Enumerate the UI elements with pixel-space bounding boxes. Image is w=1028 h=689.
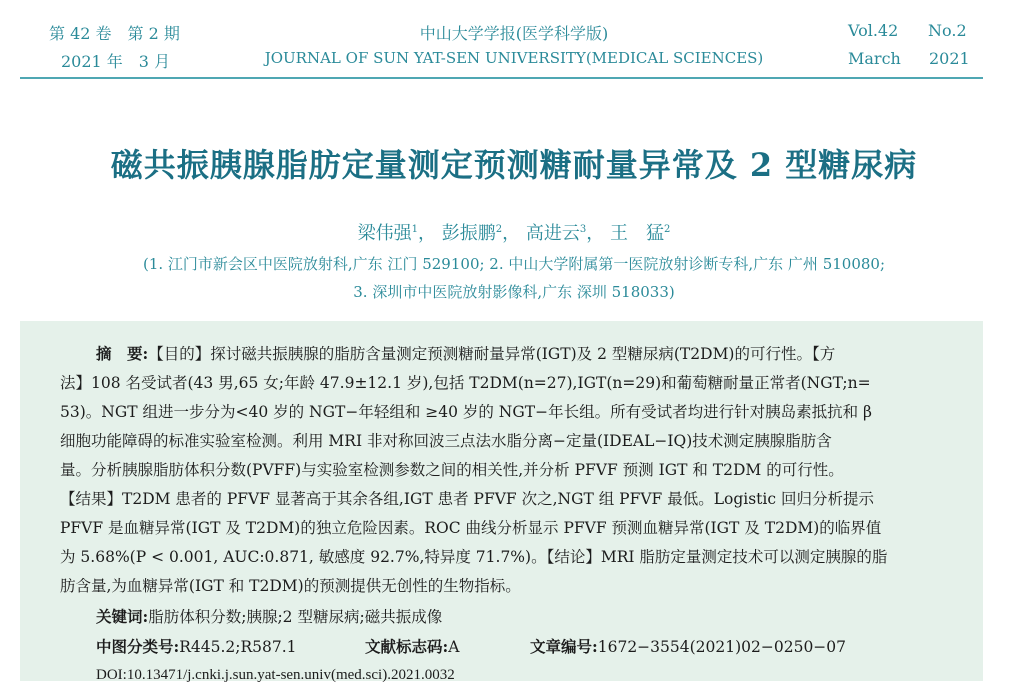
abstract-text: 【目的】探讨磁共振胰腺的脂肪含量测定预测糖耐量异常(IGT)及 2 型糖尿病(T2DM)的可行性。【方 (148, 345, 836, 363)
keywords-label: 关键词: (96, 607, 149, 626)
author-list (0, 219, 1028, 245)
author-separator: ， (418, 223, 437, 244)
abstract-line: 量。分析胰腺脂肪体积分数(PVFF)与实验室检测参数之间的相关性,并分析 PFVF 预测 IGT 和 T2DM 的可行性。 (60, 461, 844, 479)
author-name: 王 猛 (609, 223, 664, 244)
author-affiliation-mark: 2 (495, 224, 503, 235)
abstract-line: PFVF 是血糖异常(IGT 及 T2DM)的独立危险因素。ROC 曲线分析显示 PFVF 预测血糖异常(IGT 及 T2DM)的临界值 (60, 519, 882, 537)
article-title: 磁共振胰腺脂肪定量测定预测糖耐量异常及 2 型糖尿病 (110, 146, 918, 184)
clc-number (96, 635, 297, 657)
journal-name-en: JOURNAL OF SUN YAT-SEN UNIVERSITY(MEDICAL SCIENCES) (264, 49, 764, 67)
volume-en: Vol.42 (848, 21, 899, 40)
article-number (530, 635, 846, 657)
author-affiliation-mark: 1 (411, 224, 419, 235)
clc-value: R445.2;R587.1 (179, 638, 297, 656)
header-divider (20, 77, 983, 79)
document-code (365, 635, 459, 657)
author-affiliation-mark: 3 (579, 224, 587, 235)
abstract-line: 法】108 名受试者(43 男,65 女;年龄 47.9±12.1 岁),包括 T2DM(n=27),IGT(n=29)和葡萄糖耐量正常者(NGT;n= (60, 374, 871, 392)
abstract-line: 53)。NGT 组进一步分为<40 岁的 NGT−年轻组和 ≥40 岁的 NGT−年长组。所有受试者均进行针对胰岛素抵抗和 β (60, 403, 872, 421)
document-code-value: A (448, 638, 460, 656)
journal-header (0, 0, 1028, 80)
month-en: March (848, 49, 901, 68)
affiliation-line: 3. 深圳市中医院放射影像科,广东 深圳 518033) (353, 283, 675, 301)
date-cn: 2021 年 3 月 (61, 52, 171, 71)
abstract-line: 为 5.68%(P < 0.001, AUC:0.871, 敏感度 92.7%,特异度 71.7%)。【结论】MRI 脂肪定量测定技术可以测定胰腺的脂 (60, 548, 888, 566)
author-name: 梁伟强 (357, 223, 412, 244)
abstract-label: 摘 要: (96, 344, 149, 363)
abstract-line (96, 342, 940, 364)
doi-link[interactable]: DOI:10.13471/j.cnki.j.sun.yat-sen.univ(med.sci).2021.0032 (96, 667, 455, 683)
keywords-value: 脂肪体积分数;胰腺;2 型糖尿病;磁共振成像 (148, 608, 443, 626)
abstract-line: 【结果】T2DM 患者的 PFVF 显著高于其余各组,IGT 患者 PFVF 次之,NGT 组 PFVF 最低。Logistic 回归分析提示 (60, 490, 874, 508)
issue-en: No.2 (928, 21, 967, 40)
author-name: 高进云 (525, 223, 580, 244)
affiliation-line: (1. 江门市新会区中医院放射科,广东 江门 529100; 2. 中山大学附属第一医院放射诊断专科,广东 广州 510080; (142, 255, 886, 273)
author-separator: ， (502, 223, 521, 244)
volume-issue-cn: 第 42 卷 第 2 期 (49, 24, 180, 43)
abstract-line: 肪含量,为血糖异常(IGT 和 T2DM)的预测提供无创性的生物指标。 (60, 577, 521, 595)
author-affiliation-mark: 2 (663, 224, 671, 235)
abstract-line: 细胞功能障碍的标准实验室检测。利用 MRI 非对称回波三点法水脂分离−定量(IDEAL−IQ)技术测定胰腺脂肪含 (60, 432, 832, 450)
keywords (96, 605, 442, 627)
year-en: 2021 (929, 49, 970, 68)
clc-label: 中图分类号: (96, 637, 180, 656)
author-separator: ， (586, 223, 605, 244)
document-code-label: 文献标志码: (365, 637, 449, 656)
article-number-value: 1672−3554(2021)02−0250−07 (597, 638, 847, 656)
article-number-label: 文章编号: (530, 637, 598, 656)
author-name: 彭振鹏 (441, 223, 496, 244)
journal-name-cn: 中山大学学报(医学科学版) (419, 24, 609, 43)
